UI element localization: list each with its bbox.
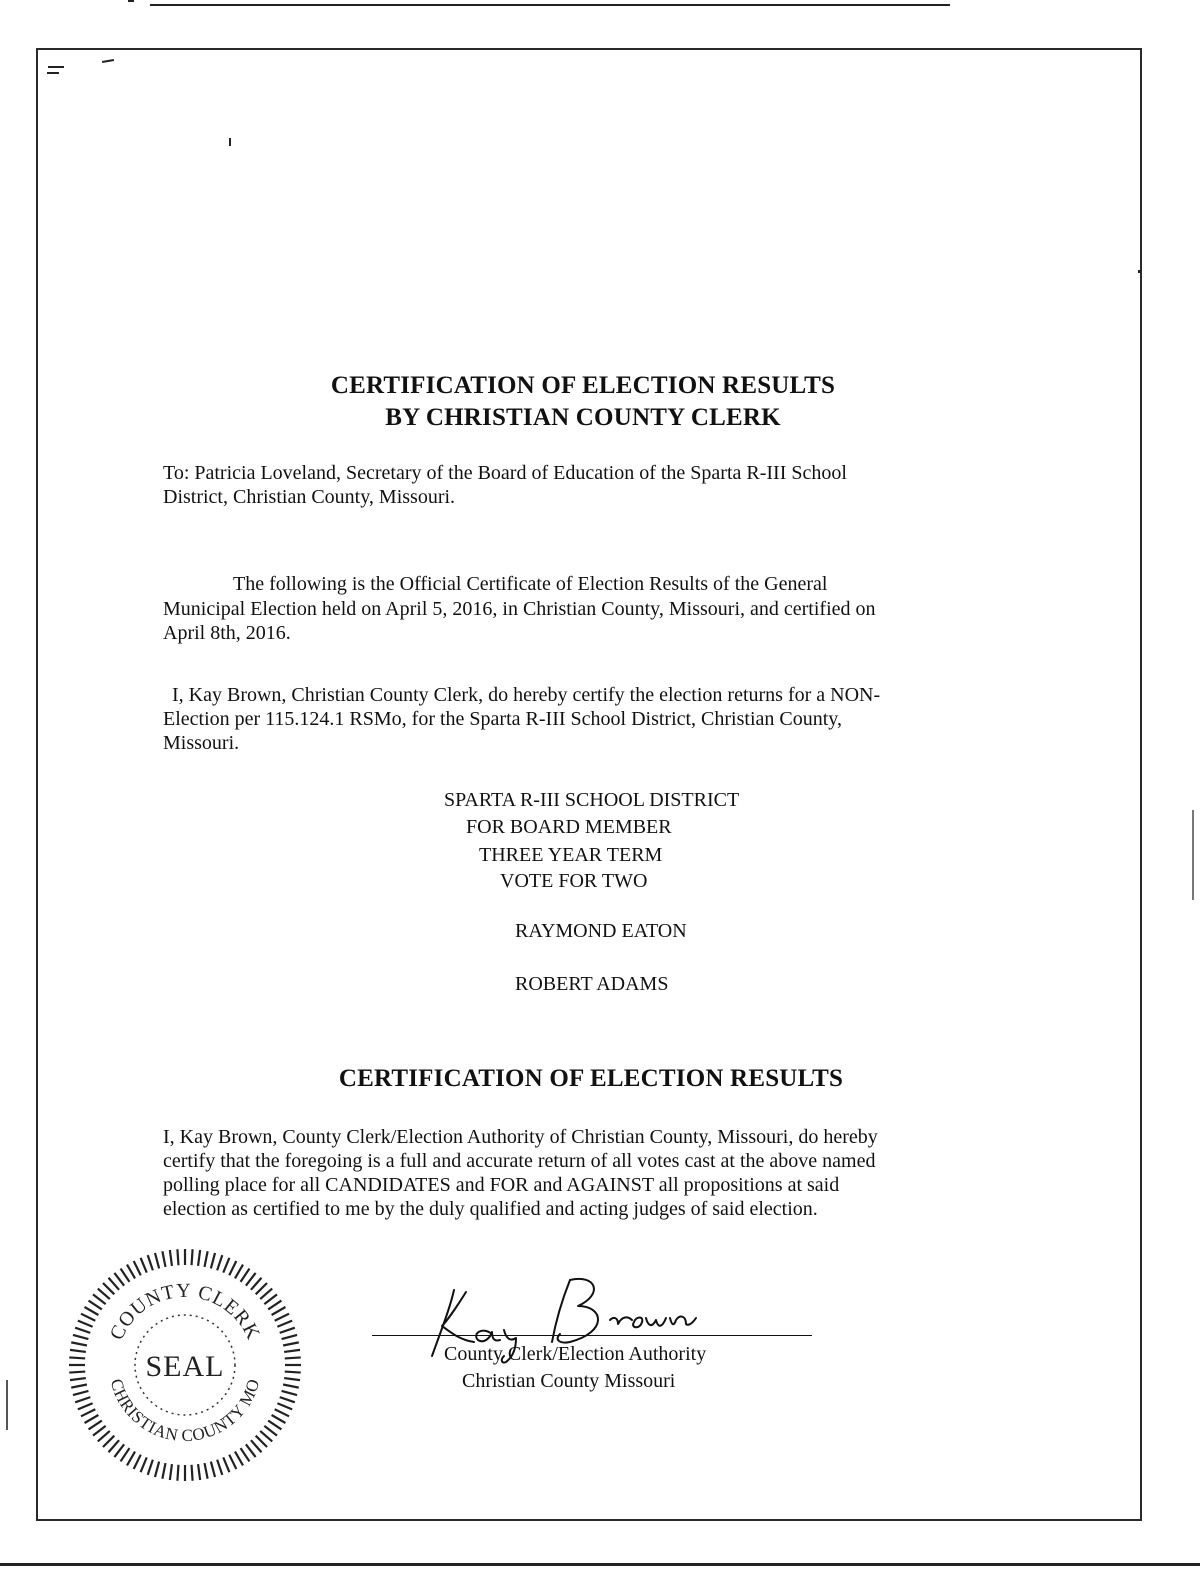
seal-tick bbox=[148, 1255, 153, 1270]
certify-line: I, Kay Brown, Christian County Clerk, do hereby certify the election returns for a NON- bbox=[172, 684, 881, 706]
seal-tick bbox=[277, 1321, 292, 1327]
scan-speck bbox=[48, 66, 64, 68]
seal-tick bbox=[256, 1283, 267, 1294]
document-title-line2: BY CHRISTIAN COUNTY CLERK bbox=[385, 404, 781, 431]
seal-tick bbox=[198, 1464, 200, 1480]
seal-tick bbox=[285, 1357, 301, 1358]
certification-line: certify that the foregoing is a full and accurate return of all votes cast at the above named bbox=[163, 1150, 876, 1172]
document-title-line1: CERTIFICATION OF ELECTION RESULTS bbox=[330, 372, 836, 399]
seal-tick bbox=[121, 1269, 130, 1282]
certification-heading: CERTIFICATION OF ELECTION RESULTS bbox=[338, 1065, 844, 1092]
addressee-line: To: Patricia Loveland, Secretary of the Board of Education of the Sparta R-III School bbox=[163, 462, 847, 484]
seal-tick bbox=[155, 1462, 159, 1477]
seal-tick bbox=[73, 1335, 88, 1339]
seal-tick bbox=[141, 1457, 147, 1472]
scan-mark-left-edge bbox=[6, 1380, 8, 1430]
seal-tick bbox=[251, 1278, 262, 1290]
seal-tick bbox=[98, 1289, 110, 1300]
seal-tick bbox=[272, 1415, 286, 1423]
seal-tick bbox=[69, 1357, 85, 1358]
seal-tick bbox=[275, 1314, 289, 1321]
seal-tick bbox=[70, 1378, 86, 1380]
scan-mark-top-left bbox=[128, 0, 134, 6]
seal-tick bbox=[282, 1391, 297, 1395]
seal-tick bbox=[284, 1378, 300, 1380]
seal-tick bbox=[198, 1250, 200, 1266]
seal-tick bbox=[283, 1385, 299, 1388]
seal-tick bbox=[268, 1301, 281, 1310]
seal-tick bbox=[109, 1278, 120, 1290]
seal-tick bbox=[211, 1462, 215, 1477]
seal-tick bbox=[229, 1261, 236, 1275]
seal-tick bbox=[89, 1421, 102, 1430]
candidate-name: ROBERT ADAMS bbox=[515, 973, 669, 995]
seal-tick bbox=[205, 1251, 208, 1267]
seal-tick bbox=[103, 1436, 114, 1447]
seal-tick bbox=[264, 1294, 277, 1304]
seal-tick bbox=[177, 1249, 178, 1265]
seal-tick bbox=[114, 1273, 124, 1286]
seal-bottom-text: CHRISTIAN COUNTY MO bbox=[106, 1376, 264, 1446]
seal-tick bbox=[283, 1342, 299, 1345]
intro-line: Municipal Election held on April 5, 2016, in Christian County, Missouri, and certified on bbox=[163, 598, 876, 620]
seal-tick bbox=[282, 1335, 297, 1339]
seal-tick bbox=[134, 1455, 141, 1469]
seal-tick bbox=[93, 1426, 106, 1436]
seal-tick bbox=[134, 1261, 141, 1275]
seal-tick bbox=[223, 1258, 229, 1273]
seal-tick bbox=[268, 1421, 281, 1430]
seal-tick bbox=[277, 1403, 292, 1409]
seal-tick bbox=[78, 1321, 93, 1327]
svg-text:CHRISTIAN COUNTY MO bbox=[107, 1377, 264, 1446]
signature-line bbox=[372, 1335, 812, 1336]
seal-tick bbox=[162, 1463, 165, 1479]
seal-tick bbox=[127, 1265, 135, 1279]
seal-tick bbox=[89, 1301, 102, 1310]
race-term: THREE YEAR TERM bbox=[479, 844, 663, 866]
intro-line: April 8th, 2016. bbox=[163, 622, 291, 644]
signature-county: Christian County Missouri bbox=[462, 1370, 676, 1392]
seal-tick bbox=[155, 1253, 159, 1268]
seal-tick bbox=[192, 1465, 193, 1481]
seal-tick bbox=[127, 1452, 135, 1466]
seal-tick bbox=[280, 1328, 295, 1333]
addressee-line: District, Christian County, Missouri. bbox=[163, 486, 456, 508]
certify-line: Election per 115.124.1 RSMo, for the Sparta R-III School District, Christian County, bbox=[163, 708, 842, 730]
seal-tick bbox=[260, 1289, 272, 1300]
certification-line: I, Kay Brown, County Clerk/Election Authority of Christian County, Missouri, do hereby bbox=[163, 1126, 878, 1148]
seal-tick bbox=[114, 1444, 124, 1457]
seal-tick bbox=[162, 1251, 165, 1267]
seal-tick bbox=[256, 1436, 267, 1447]
seal-tick bbox=[241, 1448, 250, 1461]
seal-tick bbox=[246, 1273, 256, 1286]
intro-line: The following is the Official Certificate of Election Results of the General bbox=[233, 573, 828, 595]
seal-tick bbox=[73, 1391, 88, 1395]
seal-tick bbox=[217, 1460, 222, 1475]
seal-tick bbox=[71, 1342, 87, 1345]
seal-tick bbox=[148, 1460, 153, 1475]
seal-tick bbox=[85, 1307, 99, 1315]
scan-speck bbox=[47, 72, 59, 74]
seal-tick bbox=[75, 1397, 90, 1402]
seal-tick bbox=[69, 1372, 85, 1373]
seal-tick bbox=[75, 1328, 90, 1333]
seal-tick bbox=[264, 1426, 277, 1436]
seal-tick bbox=[170, 1250, 172, 1266]
seal-tick bbox=[170, 1464, 172, 1480]
seal-tick bbox=[81, 1314, 95, 1321]
scan-rule-top bbox=[150, 4, 950, 6]
certification-line: polling place for all CANDIDATES and FOR and AGAINST all propositions at said bbox=[163, 1174, 840, 1196]
seal-tick bbox=[71, 1385, 87, 1388]
seal-tick bbox=[284, 1350, 300, 1352]
county-clerk-seal bbox=[65, 1245, 305, 1485]
seal-tick bbox=[241, 1269, 250, 1282]
seal-tick bbox=[251, 1440, 262, 1452]
seal-tick bbox=[141, 1258, 147, 1273]
signature-title: County Clerk/Election Authority bbox=[444, 1343, 707, 1365]
scan-rule-bottom bbox=[0, 1563, 1200, 1566]
seal-tick bbox=[211, 1253, 215, 1268]
seal-tick bbox=[272, 1307, 286, 1315]
seal-tick bbox=[217, 1255, 222, 1270]
candidate-name: RAYMOND EATON bbox=[515, 920, 687, 942]
seal-top-text: COUNTY CLERK bbox=[105, 1279, 265, 1344]
seal-tick bbox=[93, 1294, 106, 1304]
seal-tick bbox=[109, 1440, 120, 1452]
seal-tick bbox=[260, 1431, 272, 1442]
seal-tick bbox=[78, 1403, 93, 1409]
seal-tick bbox=[177, 1465, 178, 1481]
seal-tick bbox=[98, 1431, 110, 1442]
seal-tick bbox=[85, 1415, 99, 1423]
seal-tick bbox=[246, 1444, 256, 1457]
seal-tick bbox=[205, 1463, 208, 1479]
seal-tick bbox=[275, 1409, 289, 1416]
seal-tick bbox=[70, 1350, 86, 1352]
certification-line: election as certified to me by the duly qualified and acting judges of said election. bbox=[163, 1198, 818, 1220]
race-vote-for: VOTE FOR TWO bbox=[500, 870, 648, 892]
scan-speck bbox=[229, 138, 231, 146]
seal-center-text: SEAL bbox=[145, 1350, 225, 1383]
race-office: FOR BOARD MEMBER bbox=[466, 816, 672, 838]
race-district: SPARTA R-III SCHOOL DISTRICT bbox=[444, 789, 740, 811]
scan-mark-right-edge bbox=[1192, 810, 1194, 900]
seal-tick bbox=[192, 1249, 193, 1265]
seal-tick bbox=[223, 1457, 229, 1472]
scan-speck bbox=[1138, 270, 1141, 273]
seal-tick bbox=[81, 1409, 95, 1416]
seal-tick bbox=[280, 1397, 295, 1402]
seal-tick bbox=[285, 1372, 301, 1373]
svg-text:COUNTY CLERK bbox=[106, 1280, 265, 1344]
certify-line: Missouri. bbox=[163, 732, 240, 754]
seal-tick bbox=[121, 1448, 130, 1461]
seal-tick bbox=[235, 1265, 243, 1279]
seal-tick bbox=[229, 1455, 236, 1469]
seal-tick bbox=[103, 1283, 114, 1294]
seal-tick bbox=[235, 1452, 243, 1466]
